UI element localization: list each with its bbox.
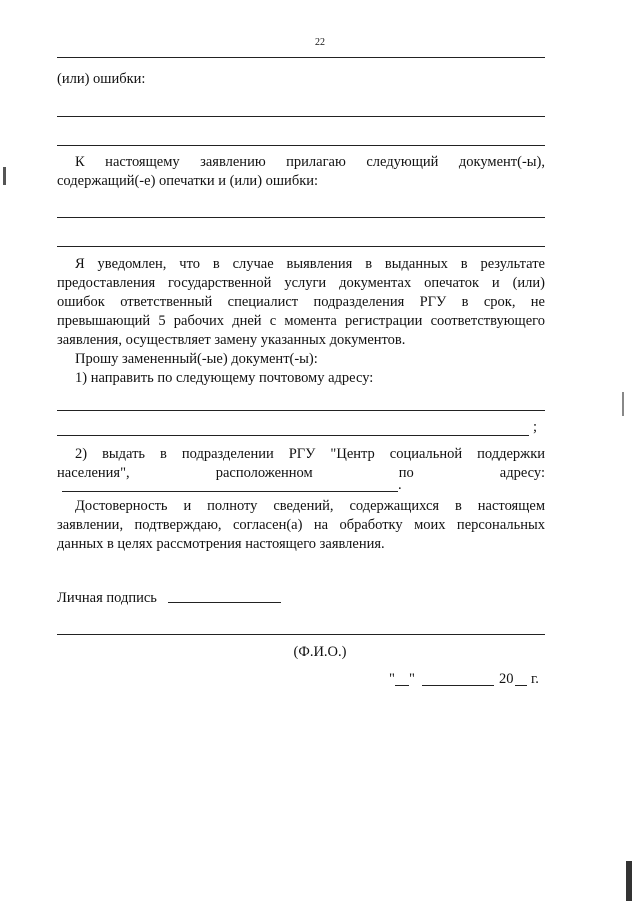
notice-line-5: заявления, осуществляет замену указанных документов. (57, 332, 406, 348)
fill-line-attachments-2 (57, 246, 545, 247)
date-day-line (395, 685, 409, 686)
fill-line-pickup-address (62, 491, 398, 492)
date-year-line (515, 685, 527, 686)
fio-caption: (Ф.И.О.) (293, 644, 347, 660)
notice-line-3: ошибок ответственный специалист подразделения РГУ в срок, не (57, 294, 545, 310)
signature-label: Личная подпись (57, 590, 157, 606)
date-month-line (422, 685, 494, 686)
signature-line (168, 602, 281, 603)
scan-artifact-left (3, 167, 6, 185)
fill-line-errors-1 (57, 116, 545, 117)
date-quote-open: " (389, 671, 395, 687)
page-number: 22 (315, 37, 325, 48)
request-option-1: 1) направить по следующему почтовому адресу: (75, 370, 374, 386)
attach-line-1: К настоящему заявлению прилагаю следующий документ(-ы), (75, 154, 545, 170)
fio-line (57, 634, 545, 635)
notice-line-1: Я уведомлен, что в случае выявления в выданных в результате (75, 256, 545, 272)
consent-line-2: заявлении, подтверждаю, согласен(а) на обработку моих персональных (57, 517, 545, 533)
postal-address-semicolon: ; (533, 419, 538, 435)
pickup-address-period: . (398, 477, 402, 493)
notice-line-4: превышающий 5 рабочих дней с момента регистрации соответствующего (57, 313, 545, 329)
top-rule (57, 57, 545, 58)
date-year-prefix: 20 (499, 671, 514, 687)
scan-artifact-right (622, 392, 624, 416)
request-intro: Прошу замененный(-ые) документ(-ы): (75, 351, 318, 367)
fill-line-errors-2 (57, 145, 545, 146)
request-option-2-line-2: населения", расположенном по адресу: (57, 465, 545, 481)
fill-line-postal-address-2 (57, 435, 529, 436)
consent-line-1: Достоверность и полноту сведений, содержащихся в настоящем (75, 498, 545, 514)
consent-line-3: данных в целях рассмотрения настоящего заявления. (57, 536, 385, 552)
date-year-suffix: г. (531, 671, 539, 687)
request-option-2-line-1: 2) выдать в подразделении РГУ "Центр социальной поддержки (75, 446, 545, 462)
previous-continuation: (или) ошибки: (57, 71, 146, 87)
date-quote-close: " (409, 671, 415, 687)
notice-line-2: предоставления государственной услуги документах опечаток и (или) (57, 275, 545, 291)
fill-line-attachments-1 (57, 217, 545, 218)
scan-artifact-bottom-right (626, 861, 632, 901)
attach-line-2: содержащий(-е) опечатки и (или) ошибки: (57, 173, 319, 189)
fill-line-postal-address-1 (57, 410, 545, 411)
